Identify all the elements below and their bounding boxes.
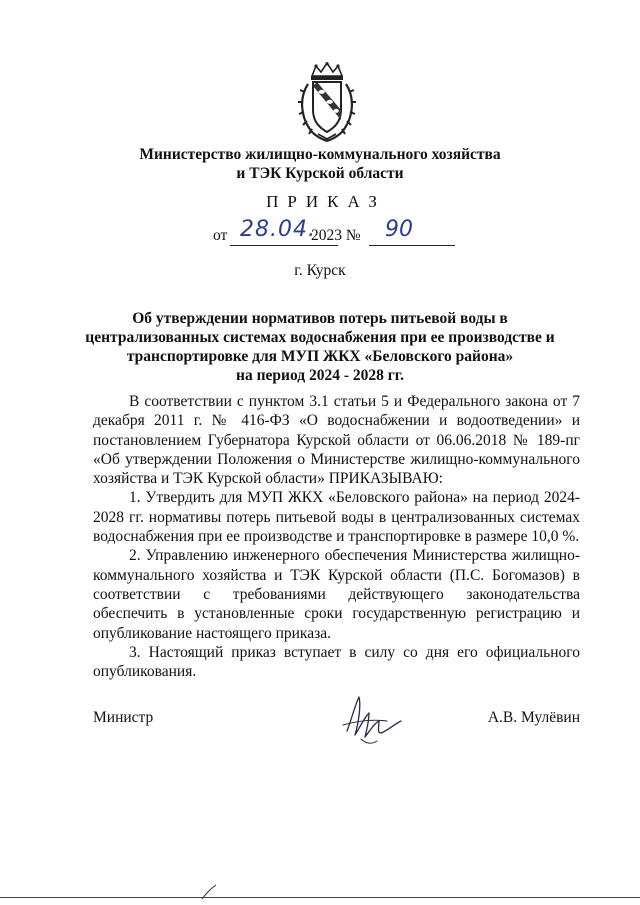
page-bottom-divider bbox=[0, 897, 640, 898]
subject-line: Об утверждении нормативов потерь питьевой воды в bbox=[132, 310, 508, 327]
order-subject bbox=[60, 309, 580, 385]
preamble-paragraph: В соответствии с пунктом 3.1 статьи 5 и Федерального закона от 7 декабря 2011 г. № 416-ФЗ «О водоснабжении и водоотведении» и постановлением Губернатора Курской области от 06.06.2018 № 189-пг «Об утверждении Положения о Министерстве жилищно-коммунального хозяйства и ТЭК Курской области» ПРИКАЗЫВАЮ: bbox=[93, 393, 580, 488]
handwritten-signature-icon bbox=[341, 691, 411, 749]
city-name: г. Курск bbox=[294, 262, 346, 279]
order-item-2: 2. Управлению инженерного обеспечения Министерства жилищно-коммунального хозяйства и ТЭК Курской области (П.С. Богомазов) в соответствии с требованиями действующего законодательства обеспечить в установленные сроки государственную регистрацию и опубликование настоящего приказа. bbox=[93, 547, 580, 642]
date-label: от bbox=[213, 227, 228, 244]
ministry-name-line1: Министерство жилищно-коммунального хозяйства bbox=[139, 146, 501, 163]
subject-line: на период 2024 - 2028 гг. bbox=[236, 367, 404, 384]
signatory-role: Министр bbox=[93, 709, 154, 726]
ministry-name-line2: и ТЭК Курской области bbox=[236, 165, 404, 182]
order-date-number-line bbox=[213, 217, 473, 249]
subject-line: централизованных системах водоснабжения при ее производстве и bbox=[85, 329, 555, 346]
order-body bbox=[93, 392, 580, 681]
signatory-name: А.В. Мулёвин bbox=[487, 709, 580, 726]
handwritten-date: 28.04. bbox=[240, 217, 316, 242]
handwritten-order-number: 90 bbox=[385, 217, 413, 242]
document-type-title: ПРИКАЗ bbox=[266, 192, 386, 211]
subject-line: транспортировке для МУП ЖКХ «Беловского района» bbox=[126, 348, 514, 365]
year-and-number-label: 2023 № bbox=[311, 227, 361, 244]
kursk-coat-of-arms-icon bbox=[296, 62, 358, 142]
signature-block bbox=[93, 709, 580, 769]
order-item-1: 1. Утвердить для МУП ЖКХ «Беловского района» на период 2024-2028 гг. нормативы потерь питьевой воды в централизованных системах водоснабжения при ее производстве и транспортировке в размере 10,0 %. bbox=[93, 489, 580, 546]
order-item-3: 3. Настоящий приказ вступает в силу со дня его официального опубликования. bbox=[93, 643, 580, 681]
order-number-field bbox=[369, 217, 455, 246]
